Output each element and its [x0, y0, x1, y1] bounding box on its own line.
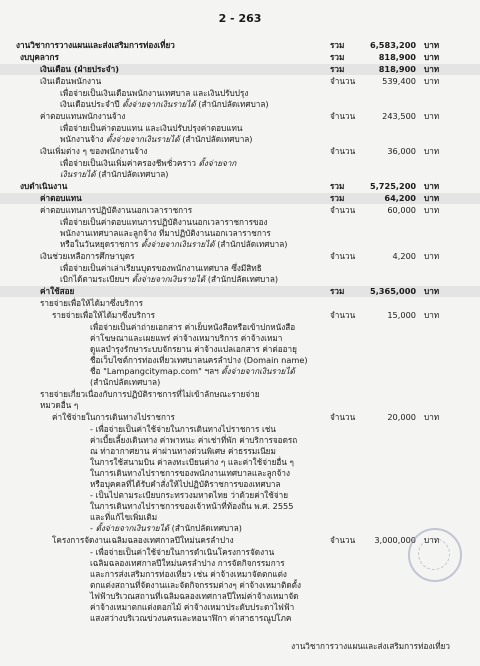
row-amount: 539,400	[382, 76, 416, 86]
budget-row	[0, 298, 480, 309]
row-kind: รวม	[330, 181, 345, 191]
row-kind: รวม	[330, 193, 345, 203]
row-label-text: - เพื่อจ่ายเป็นค่าใช้จ่ายในการดำเนินโครงการจัดงาน เฉลิมฉลองเทศกาลปีใหม่นครลำปาง การจัดกิจกรรมการ และการส่งเสริมการท่องเที่ยว เช่น ค่าจ้างเหมาจัดตกแต่ง ตกแต่งสถานที่จัดงานและจัดกิจกรรมต่างๆ ค่าจ้างเหมาติดตั้ง ไฟฟ้าบริเวณสถานที่เฉลิมฉลองเทศกาลปีใหม่ค่าจ้างเหมาจัด ค่าจ้างเหมาตกแต่งดอกไม้ ค่าจ้างเหมาประดับประดาไฟฟ้า แสงสว่างบริเวณข่วงนครและหอนาฬิกา ค่าสาธารณูปโภค	[90, 547, 301, 623]
row-label-text: เพื่อจ่ายเป็นค่าเล่าเรียนบุตรของพนักงานเทศบาล ซึ่งมีสิทธิ เบิกได้ตามระเบียบฯ ตั้งจ่ายจากเงินรายได้ (สำนักปลัดเทศบาล)	[60, 263, 279, 284]
budget-row	[0, 158, 480, 180]
row-label	[0, 535, 320, 546]
row-label	[0, 76, 320, 87]
row-label-text: งานวิชาการวางแผนและส่งเสริมการท่องเที่ยว	[16, 40, 175, 50]
row-label	[0, 52, 320, 63]
row-label-text: เงินเดือน (ฝ่ายประจำ)	[40, 64, 119, 74]
row-amount: 4,200	[392, 251, 416, 261]
row-unit: บาท	[424, 412, 440, 422]
row-label	[0, 298, 440, 309]
row-label	[0, 251, 320, 262]
budget-row	[0, 251, 480, 262]
row-label-text: รายจ่ายเพื่อให้ได้มาซึ่งบริการ	[52, 310, 156, 320]
row-label	[0, 88, 440, 110]
budget-row	[0, 310, 480, 321]
row-label-text: เงินเดือนพนักงาน	[40, 76, 102, 86]
row-label	[0, 181, 320, 192]
row-label-text: ค่าตอบแทนการปฏิบัติงานนอกเวลาราชการ	[40, 205, 193, 215]
row-amount: 3,000,000	[374, 535, 416, 545]
row-label	[0, 146, 320, 157]
budget-row	[0, 146, 480, 157]
budget-row	[0, 322, 480, 388]
row-amount: 36,000	[387, 146, 416, 156]
row-kind: จำนวน	[330, 111, 356, 121]
row-label-text: - เพื่อจ่ายเป็นค่าใช้จ่ายในการเดินทางไปราชการ เช่น ค่าเบี้ยเลี้ยงเดินทาง ค่าพาหนะ ค่าเช่าที่พัก ค่าบริการจอดรถ ณ ท่าอากาศยาน ค่าผ่านทางด่วนพิเศษ ค่าธรรมเนียม ในการใช้สนามบิน ค่าลงทะเบียนต่าง ๆ และค่าใช้จ่ายอื่น ๆ ในการเดินทางไปราชการของพนักงานเทศบาลและลูกจ้าง หรือบุคคลที่ได้รับคำสั่งให้ไปปฏิบัติราชการของเทศบาล - เป็นไปตามระเบียบกระทรวงมหาดไทย ว่าด้วยค่าใช้จ่าย ในการเดินทางไปราชการของเจ้าหน้าที่ท้องถิ่น พ.ศ. 2555 และที่แก้ไขเพิ่มเติม - ตั้งจ่ายจากเงินรายได้ (สำนักปลัดเทศบาล)	[90, 424, 298, 533]
row-unit: บาท	[424, 286, 440, 296]
budget-table	[0, 40, 480, 625]
row-kind: จำนวน	[330, 412, 356, 422]
row-label-text: รายจ่ายเพื่อให้ได้มาซึ่งบริการ	[40, 298, 144, 308]
page-number: 2 - 263	[218, 12, 262, 25]
row-label	[0, 111, 320, 122]
row-kind: รวม	[330, 64, 345, 74]
row-label-text: งบบุคลากร	[20, 52, 59, 62]
row-unit: บาท	[424, 251, 440, 261]
official-stamp	[408, 528, 462, 582]
budget-row	[0, 412, 480, 423]
row-kind: จำนวน	[330, 310, 356, 320]
row-unit: บาท	[424, 52, 440, 62]
row-label-text: เพื่อจ่ายเป็นเงินเดือนพนักงานเทศบาล และเงินปรับปรุง เงินเดือนประจำปี ตั้งจ่ายจากเงินรายได้ (สำนักปลัดเทศบาล)	[60, 88, 269, 109]
row-unit: บาท	[424, 40, 440, 50]
row-unit: บาท	[424, 535, 440, 545]
row-label	[0, 547, 440, 624]
row-label-text: รายจ่ายเกี่ยวเนื่องกับการปฏิบัติราชการที่ไม่เข้าลักษณะรายจ่าย หมวดอื่น ๆ	[40, 389, 260, 410]
row-kind: จำนวน	[330, 205, 356, 215]
row-label	[0, 123, 440, 145]
row-kind: รวม	[330, 286, 345, 296]
row-label	[0, 193, 320, 204]
row-label	[0, 158, 440, 180]
row-label	[0, 205, 320, 216]
row-amount: 60,000	[387, 205, 416, 215]
row-unit: บาท	[424, 76, 440, 86]
budget-row	[0, 40, 480, 51]
row-amount: 818,900	[378, 52, 416, 62]
row-label-text: ค่าตอบแทนพนักงานจ้าง	[40, 111, 126, 121]
row-kind: จำนวน	[330, 76, 356, 86]
row-amount: 6,583,200	[370, 40, 417, 50]
row-unit: บาท	[424, 310, 440, 320]
row-kind: จำนวน	[330, 146, 356, 156]
row-label	[0, 389, 440, 411]
budget-row	[0, 88, 480, 110]
row-unit: บาท	[424, 193, 440, 203]
budget-row	[0, 217, 480, 250]
row-amount: 5,725,200	[370, 181, 417, 191]
row-label-text: เพื่อจ่ายเป็นค่าตอบแทน และเงินปรับปรุงค่าตอบแทน พนักงานจ้าง ตั้งจ่ายจากเงินรายได้ (สำนักปลัดเทศบาล)	[60, 123, 253, 144]
row-label-text: เงินช่วยเหลือการศึกษาบุตร	[40, 251, 135, 261]
budget-row	[0, 424, 480, 534]
row-amount: 15,000	[387, 310, 416, 320]
row-label	[0, 310, 320, 321]
budget-row	[0, 64, 480, 75]
page-footer: งานวิชาการวางแผนและส่งเสริมการท่องเที่ยว	[291, 641, 450, 651]
row-label-text: ค่าใช้สอย	[40, 286, 75, 296]
row-kind: รวม	[330, 40, 345, 50]
row-unit: บาท	[424, 146, 440, 156]
row-amount: 818,900	[378, 64, 416, 74]
row-label	[0, 263, 440, 285]
row-label-text: ค่าตอบแทน	[40, 193, 82, 203]
budget-row	[0, 193, 480, 204]
row-label	[0, 217, 440, 250]
row-label	[0, 40, 320, 51]
budget-row	[0, 286, 480, 297]
row-label	[0, 286, 320, 297]
row-label-text: โครงการจัดงานเฉลิมฉลองเทศกาลปีใหม่นครลำปาง	[52, 535, 234, 545]
row-amount: 64,200	[384, 193, 416, 203]
budget-row	[0, 181, 480, 192]
budget-row	[0, 52, 480, 63]
row-label-text: เงินเพิ่มต่าง ๆ ของพนักงานจ้าง	[40, 146, 148, 156]
budget-row	[0, 205, 480, 216]
row-label-text: เพื่อจ่ายเป็นเงินเพิ่มค่าครองชีพชั่วคราว ตั้งจ่ายจาก เงินรายได้ (สำนักปลัดเทศบาล)	[60, 158, 237, 179]
budget-row	[0, 123, 480, 145]
row-amount: 5,365,000	[370, 286, 417, 296]
row-unit: บาท	[424, 181, 440, 191]
budget-row	[0, 111, 480, 122]
row-label	[0, 424, 440, 534]
row-label	[0, 412, 320, 423]
row-label	[0, 322, 440, 388]
budget-row	[0, 389, 480, 411]
budget-row	[0, 76, 480, 87]
row-label-text: ค่าใช้จ่ายในการเดินทางไปราชการ	[52, 412, 175, 422]
row-label	[0, 64, 320, 75]
budget-row	[0, 535, 480, 546]
budget-row	[0, 263, 480, 285]
row-kind: จำนวน	[330, 535, 356, 545]
row-amount: 20,000	[387, 412, 416, 422]
row-label-text: เพื่อจ่ายเป็นค่าถ่ายเอกสาร ค่าเย็บหนังสือหรือเข้าปกหนังสือ ค่าโฆษณาและเผยแพร่ ค่าจ้างเหมาบริการ ค่าจ้างเหมา ดูแลบำรุงรักษาระบบจักรยาน ค่าจ้างแปลเอกสาร ค่าต่ออายุ ชื่อเว็บไซต์การท่องเที่ยวเทศบาลนครลำปาง (Domain name) ชื่อ "Lampangcitymap.com" ฯลฯ ตั้งจ่ายจากเงินรายได้ (สำนักปลัดเทศบาล)	[90, 322, 308, 387]
row-unit: บาท	[424, 111, 440, 121]
row-unit: บาท	[424, 205, 440, 215]
row-label-text: เพื่อจ่ายเป็นค่าตอบแทนการปฏิบัติงานนอกเวลาราชการของ พนักงานเทศบาลและลูกจ้าง ที่มาปฏิบัติงานนอกเวลาราชการ หรือในวันหยุดราชการ ตั้งจ่ายจากเงินรายได้ (สำนักปลัดเทศบาล)	[60, 217, 288, 249]
row-label-text: งบดำเนินงาน	[20, 181, 68, 191]
row-amount: 243,500	[382, 111, 416, 121]
row-unit: บาท	[424, 64, 440, 74]
row-kind: รวม	[330, 52, 345, 62]
row-kind: จำนวน	[330, 251, 356, 261]
